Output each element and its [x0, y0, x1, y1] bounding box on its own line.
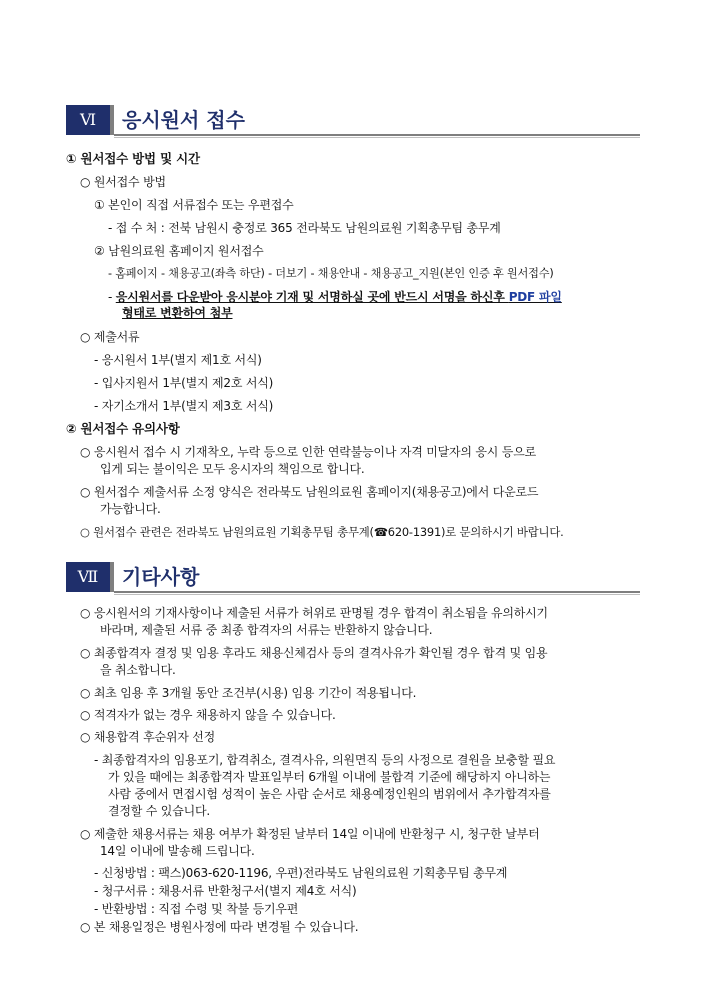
notice-line: ○ 제출한 채용서류는 채용 여부가 확정된 날부터 14일 이내에 반환청구 시, 청구한 날부터 — [80, 827, 540, 841]
subheading: ② 원서접수 유의사항 — [66, 421, 180, 436]
return-detail: - 신청방법 : 팩스)063-620-1196, 우편)전라북도 남원의료원 기획총무팀 총무계 — [94, 866, 508, 880]
list-item-detail: - 홈페이지 - 채용공고(좌측 하단) - 더보기 - 채용안내 - 채용공고_지원(본인 인증 후 원서접수) — [108, 267, 554, 280]
list-item-detail-emphasis-cont: 형태로 변환하여 첨부 — [122, 306, 233, 320]
list-item: ① 본인이 직접 서류접수 또는 우편접수 — [94, 198, 294, 212]
list-item: ○ 제출서류 — [80, 330, 140, 344]
notice-line: ○ 응시원서의 기재사항이나 제출된 서류가 허위로 판명될 경우 합격이 취소됨을 유의하시기 — [80, 606, 548, 620]
notice-line-cont: 가능합니다. — [100, 502, 161, 516]
list-item: ○ 원서접수 방법 — [80, 175, 166, 189]
return-detail: - 반환방법 : 직접 수령 및 착불 등기우편 — [94, 902, 299, 916]
pdf-highlight: PDF 파일 — [508, 290, 562, 304]
reserve-line-cont: 사람 중에서 면접시험 성적이 높은 사람 순서로 채용예정인원의 범위에서 추가합격자를 — [108, 787, 551, 801]
section-title: 기타사항 — [122, 565, 200, 589]
notice-line: ○ 적격자가 없는 경우 채용하지 않을 수 있습니다. — [80, 708, 336, 722]
subheading: ① 원서접수 방법 및 시간 — [66, 151, 200, 166]
notice-line: ○ 응시원서 접수 시 기재착오, 누락 등으로 인한 연락불능이나 자격 미달자의 응시 등으로 — [80, 445, 536, 459]
emphasis-text — [116, 290, 562, 304]
section-header-6 — [66, 105, 640, 137]
notice-line: ○ 본 채용일정은 병원사정에 따라 변경될 수 있습니다. — [80, 920, 359, 934]
return-detail: - 청구서류 : 채용서류 반환청구서(별지 제4호 서식) — [94, 884, 357, 898]
doc-item: - 입사지원서 1부(별지 제2호 서식) — [94, 376, 274, 390]
section-number: Ⅶ — [66, 562, 114, 592]
list-item: ② 남원의료원 홈페이지 원서접수 — [94, 244, 264, 258]
section-rule — [114, 134, 640, 136]
list-item-detail: - 접 수 처 : 전북 남원시 충정로 365 전라북도 남원의료원 기획총무팀 총무계 — [108, 221, 501, 235]
notice-line: ○ 최종합격자 결정 및 임용 후라도 채용신체검사 등의 결격사유가 확인될 경우 합격 및 임용 — [80, 646, 548, 660]
notice-line-cont: 14일 이내에 발송해 드립니다. — [100, 844, 255, 858]
section-header-7 — [66, 562, 640, 594]
notice-line-cont: 입게 되는 불이익은 모두 응시자의 책임으로 합니다. — [100, 462, 365, 476]
section-rule-thin — [114, 137, 640, 138]
emphasis-part: 응시원서를 다운받아 응시분야 기재 및 서명하실 곳에 반드시 서명을 하신후 — [115, 290, 509, 304]
notice-line: ○ 채용합격 후순위자 선정 — [80, 730, 216, 744]
notice-line-cont: 을 취소합니다. — [100, 663, 176, 677]
reserve-line-cont: 가 있을 때에는 최종합격자 발표일부터 6개월 이내에 불합격 기준에 해당하지 아니하는 — [108, 770, 551, 784]
reserve-line: - 최종합격자의 임용포기, 합격취소, 결격사유, 의원면직 등의 사정으로 결원을 보충할 필요 — [94, 753, 556, 767]
notice-line-cont: 바라며, 제출된 서류 중 최종 합격자의 서류는 반환하지 않습니다. — [100, 623, 433, 637]
section-title: 응시원서 접수 — [122, 108, 245, 132]
section-rule-thin — [114, 594, 640, 595]
doc-item: - 자기소개서 1부(별지 제3호 서식) — [94, 399, 274, 413]
notice-line: ○ 원서접수 제출서류 소정 양식은 전라북도 남원의료원 홈페이지(채용공고)에서 다운로드 — [80, 485, 539, 499]
dash: - — [108, 290, 116, 304]
notice-line: ○ 원서접수 관련은 전라북도 남원의료원 기획총무팀 총무계(☎620-1391)로 문의하시기 바랍니다. — [80, 525, 564, 539]
section-rule — [114, 591, 640, 593]
reserve-line-cont: 결정할 수 있습니다. — [108, 804, 210, 818]
notice-line: ○ 최초 임용 후 3개월 동안 조건부(시용) 임용 기간이 적용됩니다. — [80, 686, 417, 700]
section-number: Ⅵ — [66, 105, 114, 135]
doc-item: - 응시원서 1부(별지 제1호 서식) — [94, 353, 262, 367]
